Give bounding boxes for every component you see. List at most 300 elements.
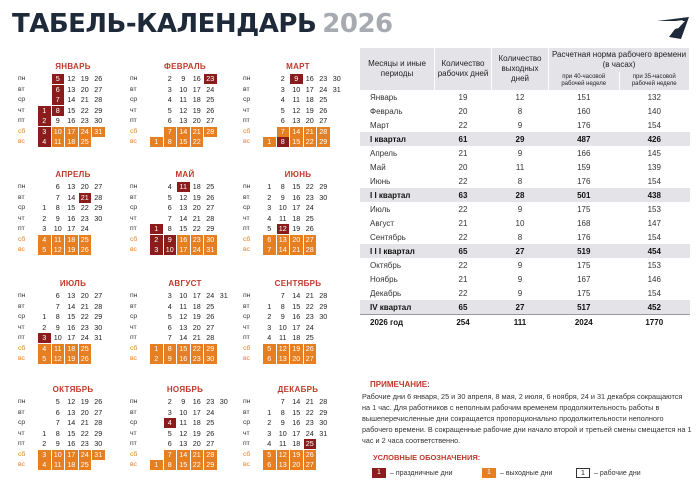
day-cell: 4 [38, 460, 51, 470]
month-block [243, 385, 353, 492]
day-cell: 7 [263, 245, 276, 255]
day-cell: 8 [164, 344, 177, 354]
day-cell: 11 [52, 460, 65, 470]
day-cell: 11 [279, 439, 287, 448]
title-year: 2026 [322, 9, 393, 39]
day-cell: 3 [167, 291, 172, 300]
cell-h40: 166 [577, 148, 591, 158]
day-cell: 26 [94, 74, 103, 83]
day-cell: 5 [167, 428, 172, 438]
day-cell: 18 [65, 344, 78, 354]
day-cell: 2 [167, 74, 172, 83]
weekday-label: ср [130, 313, 138, 320]
day-cell: 7 [164, 450, 177, 460]
day-cell: 2 [42, 213, 47, 223]
day-cell: 26 [206, 428, 215, 438]
weekday-label: сб [18, 344, 26, 352]
day-cell: 1 [263, 137, 276, 147]
month-block [243, 170, 353, 277]
day-cell: 30 [94, 213, 103, 223]
day-cell: 21 [192, 333, 201, 342]
day-cell: 20 [80, 407, 89, 417]
note-text: Рабочие дни 6 января, 25 и 30 апреля, 8 мая, 2 июля, 6 ноября, 24 и 31 декабря сокращаются на 1 час. Для работников с неполным рабочим временем продолжительность работы в вышеперечисленные дни сокращается пропорционально продолжительности неполного рабочего времени. В сокращенные рабочие дни начало второй и третьей смены смещается на 1 час и 2 часа соответственно. [362, 392, 692, 445]
cell-h35: 153 [647, 260, 661, 270]
weekday-label: пт [243, 334, 250, 341]
day-cell: 16 [177, 235, 190, 245]
cell-h40: 175 [577, 260, 591, 270]
day-cell: 21 [80, 418, 89, 427]
day-cell: 9 [164, 354, 177, 364]
weekday-label: чт [130, 106, 137, 114]
weekday-label: чт [243, 429, 250, 437]
weekday-label: пн [130, 75, 138, 82]
cell-off: 8 [517, 106, 523, 116]
cell-off: 27 [492, 300, 549, 315]
day-cell: 31 [94, 333, 103, 342]
day-cell: 21 [80, 95, 89, 104]
day-cell: 22 [305, 301, 314, 311]
work-hours-table [360, 48, 690, 329]
day-cell: 7 [55, 301, 60, 311]
cell-h40: 519 [549, 244, 620, 258]
day-cell: 19 [290, 450, 303, 460]
weekday-label: чт [130, 429, 137, 437]
day-cell: 10 [179, 291, 188, 300]
day-cell: 26 [206, 312, 215, 321]
day-cell: 9 [280, 312, 285, 321]
cell-work: 65 [435, 244, 492, 258]
day-cell: 22 [192, 224, 201, 233]
day-cell: 3 [150, 245, 163, 255]
day-cell: 1 [150, 137, 163, 147]
weekday-label: вс [243, 355, 250, 362]
cell-off: 11 [515, 162, 525, 172]
table-row [360, 90, 690, 104]
month-name: ОКТЯБРЬ [52, 385, 94, 394]
weekday-label: вт [18, 85, 25, 93]
cell-h35: 145 [647, 148, 661, 158]
day-cell: 11 [179, 301, 187, 311]
weekday-label: вт [243, 302, 250, 310]
day-cell: 6 [167, 116, 172, 125]
day-cell: 14 [67, 301, 76, 311]
day-cell: 8 [55, 312, 60, 321]
weekday-label: ср [130, 96, 138, 103]
weekday-label: пн [130, 183, 138, 190]
weekday-label: ср [18, 419, 26, 426]
weekday-label: ср [18, 313, 26, 320]
day-cell: 29 [204, 460, 217, 470]
cell-name: I I I квартал [360, 244, 435, 258]
day-cell: 20 [290, 354, 303, 364]
day-cell: 19 [305, 105, 314, 115]
day-cell: 10 [164, 245, 177, 255]
cell-name: I I квартал [360, 188, 435, 202]
day-cell: 6 [55, 407, 60, 417]
cell-h35: 153 [647, 204, 661, 214]
weekday-label: вс [130, 355, 137, 362]
cell-work: 21 [458, 148, 468, 158]
cell-h40: 176 [577, 120, 591, 130]
weekday-label: чт [130, 214, 137, 222]
day-cell: 19 [192, 105, 201, 115]
table-row [360, 132, 690, 146]
day-cell: 18 [65, 235, 78, 245]
day-cell: 25 [304, 439, 317, 449]
day-cell: 5 [167, 312, 172, 321]
day-cell: 17 [292, 203, 301, 212]
weekday-label: сб [130, 344, 138, 352]
day-cell: 10 [292, 84, 301, 94]
cell-work: 21 [458, 218, 468, 228]
day-cell: 30 [204, 235, 217, 245]
table-row [360, 315, 690, 330]
day-cell: 4 [267, 213, 272, 223]
day-cell: 18 [192, 182, 201, 191]
weekday-label: вс [243, 461, 250, 468]
day-cell: 14 [179, 213, 188, 223]
day-cell: 10 [179, 407, 188, 417]
day-cell: 7 [280, 291, 285, 300]
day-cell: 4 [267, 439, 272, 448]
legend-holiday-label: – праздничные дни [390, 470, 453, 477]
day-cell: 24 [305, 203, 314, 212]
weekday-label: сб [18, 450, 26, 458]
day-cell: 5 [167, 192, 172, 202]
day-cell: 5 [267, 224, 272, 233]
day-cell: 25 [206, 418, 215, 427]
day-cell: 28 [94, 418, 103, 427]
weekday-label: чт [243, 214, 250, 222]
day-cell: 24 [305, 428, 314, 438]
day-cell: 21 [305, 291, 314, 300]
day-cell: 10 [52, 127, 65, 137]
day-cell: 29 [319, 301, 328, 311]
day-cell: 25 [305, 333, 314, 342]
day-cell: 12 [179, 192, 188, 202]
cell-off: 9 [517, 260, 523, 270]
day-cell: 28 [204, 127, 217, 137]
cell-off: 9 [517, 148, 523, 158]
day-cell: 23 [305, 418, 314, 427]
month-name: МАЙ [175, 170, 195, 179]
weekday-label: вт [130, 408, 137, 416]
day-cell: 23 [206, 397, 215, 406]
day-cell: 26 [79, 354, 92, 364]
cell-h35: 1770 [619, 315, 690, 330]
cell-work: 254 [435, 315, 492, 330]
weekday-label: вт [18, 408, 25, 416]
cell-name: Февраль [370, 106, 403, 116]
day-cell: 19 [192, 312, 201, 321]
day-cell: 8 [55, 203, 60, 212]
cell-name: Сентябрь [370, 232, 406, 242]
day-cell: 13 [67, 84, 76, 94]
day-cell: 18 [65, 460, 78, 470]
day-cell: 24 [80, 224, 89, 233]
day-cell: 4 [164, 418, 177, 428]
cell-h35: 438 [619, 188, 690, 202]
day-cell: 30 [319, 418, 328, 427]
weekday-label: сб [243, 127, 251, 135]
cell-name: 2026 год [360, 315, 435, 330]
weekday-label: вт [130, 193, 137, 201]
day-cell: 8 [167, 224, 172, 233]
month-block [18, 62, 128, 169]
day-cell: 28 [304, 245, 317, 255]
day-cell: 6 [55, 182, 60, 191]
month-name: АПРЕЛЬ [55, 170, 91, 179]
day-cell: 2 [150, 354, 163, 364]
day-cell: 2 [167, 397, 172, 406]
day-cell: 3 [38, 450, 51, 460]
cell-work: 20 [458, 106, 468, 116]
day-cell: 19 [290, 344, 303, 354]
weekday-label: чт [130, 323, 137, 331]
day-cell: 18 [192, 95, 201, 104]
day-cell: 3 [167, 84, 172, 94]
workday-swatch: 1 [576, 468, 590, 478]
weekday-label: вс [243, 138, 250, 145]
weekday-label: чт [18, 323, 25, 331]
weekday-label: вт [18, 302, 25, 310]
day-cell: 1 [42, 428, 47, 438]
day-cell: 28 [94, 192, 103, 202]
day-cell: 16 [67, 439, 76, 448]
day-cell: 24 [191, 245, 204, 255]
day-cell: 24 [79, 127, 92, 137]
weekday-label: пт [130, 440, 137, 447]
day-cell: 25 [206, 182, 215, 191]
day-cell: 19 [192, 428, 201, 438]
weekday-label: вт [243, 408, 250, 416]
day-cell: 11 [177, 182, 190, 192]
day-cell: 19 [80, 397, 89, 406]
cell-work: 19 [458, 92, 468, 102]
day-cell: 10 [278, 203, 287, 212]
day-cell: 19 [292, 224, 301, 233]
day-cell: 25 [206, 301, 215, 311]
day-cell: 24 [206, 291, 215, 300]
cell-name: Август [370, 218, 395, 228]
day-cell: 2 [267, 418, 272, 427]
day-cell: 15 [290, 137, 303, 147]
weekday-label: пт [18, 334, 25, 341]
day-cell: 24 [305, 322, 314, 332]
table-row [360, 230, 690, 244]
cell-name: Декабрь [370, 288, 402, 298]
cell-name: Октябрь [370, 260, 402, 270]
day-cell: 23 [204, 74, 217, 84]
col-norm: Расчетная норма рабочего времени (в часах) [549, 48, 690, 72]
day-cell: 5 [263, 450, 276, 460]
weekday-label: пт [130, 117, 137, 124]
legend-workday-label: – рабочие дни [594, 470, 641, 477]
day-cell: 8 [164, 137, 177, 147]
cell-h35: 426 [619, 132, 690, 146]
day-cell: 31 [219, 291, 228, 300]
weekday-label: сб [18, 235, 26, 243]
cell-name: Май [370, 162, 386, 172]
day-cell: 15 [67, 105, 76, 115]
day-cell: 20 [290, 460, 303, 470]
day-cell: 20 [192, 203, 201, 212]
day-cell: 12 [52, 245, 65, 255]
day-cell: 18 [192, 301, 201, 311]
cell-work: 63 [435, 188, 492, 202]
day-cell: 22 [191, 460, 204, 470]
day-cell: 8 [280, 182, 285, 191]
day-cell: 26 [305, 224, 314, 233]
day-cell: 29 [94, 428, 103, 438]
day-cell: 28 [206, 213, 215, 223]
day-cell: 14 [67, 418, 76, 427]
day-cell: 27 [94, 407, 103, 417]
day-cell: 5 [280, 105, 285, 115]
day-cell: 29 [94, 105, 103, 115]
weekday-label: вт [243, 193, 250, 201]
month-block [130, 170, 240, 277]
day-cell: 12 [179, 105, 188, 115]
month-name: СЕНТЯБРЬ [274, 279, 322, 288]
weekday-label: вт [130, 302, 137, 310]
month-block [130, 62, 240, 169]
day-cell: 13 [179, 439, 188, 448]
month-block [130, 385, 240, 492]
day-cell: 6 [263, 235, 276, 245]
cell-off: 9 [517, 204, 523, 214]
day-cell: 18 [305, 95, 314, 104]
table-row [360, 118, 690, 132]
weekday-label: пт [18, 225, 25, 232]
day-cell: 24 [206, 407, 215, 417]
day-cell: 22 [305, 407, 314, 417]
cell-work: 22 [458, 232, 468, 242]
day-cell: 13 [67, 291, 76, 300]
table-row [360, 300, 690, 315]
day-cell: 27 [206, 116, 215, 125]
day-cell: 30 [94, 439, 103, 448]
day-cell: 1 [267, 407, 272, 417]
cell-h40: 176 [577, 232, 591, 242]
cell-h35: 139 [647, 162, 661, 172]
weekday-label: ср [130, 419, 138, 426]
day-cell: 26 [206, 105, 215, 115]
title-text: ТАБЕЛЬ-КАЛЕНДАРЬ [12, 9, 317, 39]
cell-h35: 454 [619, 244, 690, 258]
weekday-label: пн [18, 75, 26, 82]
day-cell: 27 [304, 460, 317, 470]
cell-name: Июнь [370, 176, 391, 186]
day-cell: 18 [292, 333, 301, 342]
day-cell: 19 [65, 245, 78, 255]
cell-h35: 154 [647, 288, 661, 298]
day-cell: 23 [319, 74, 328, 83]
day-cell: 15 [292, 301, 301, 311]
weekday-label: сб [243, 235, 251, 243]
day-cell: 11 [52, 235, 65, 245]
cell-work: 22 [458, 204, 468, 214]
weekday-label: ср [18, 96, 26, 103]
day-cell: 2 [42, 322, 47, 332]
day-cell: 11 [179, 95, 187, 104]
day-cell: 9 [280, 192, 285, 202]
day-cell: 1 [267, 182, 272, 191]
month-name: ИЮЛЬ [59, 279, 87, 288]
day-cell: 27 [206, 203, 215, 212]
day-cell: 7 [55, 418, 60, 427]
day-cell: 30 [319, 192, 328, 202]
day-cell: 12 [292, 105, 301, 115]
note-title: ПРИМЕЧАНИЕ: [370, 380, 430, 389]
cell-work: 21 [458, 274, 468, 284]
col-norm-40: при 40-часовой рабочей неделе [549, 72, 620, 90]
day-cell: 17 [177, 245, 190, 255]
day-cell: 2 [280, 74, 285, 83]
day-cell: 26 [319, 105, 328, 115]
day-cell: 24 [79, 450, 92, 460]
day-cell: 17 [292, 322, 301, 332]
page-title [12, 4, 393, 44]
cell-off: 9 [517, 274, 523, 284]
day-cell: 8 [280, 407, 285, 417]
day-cell: 6 [167, 322, 172, 332]
day-cell: 30 [94, 116, 103, 125]
cell-h35: 154 [647, 176, 661, 186]
cell-h35: 132 [647, 92, 661, 102]
day-cell: 14 [67, 95, 76, 104]
legend-workday [576, 468, 641, 480]
weekday-label: чт [243, 106, 250, 114]
cell-h35: 154 [647, 232, 661, 242]
cell-h40: 176 [577, 176, 591, 186]
day-cell: 13 [292, 116, 301, 125]
day-cell: 9 [181, 397, 186, 406]
day-cell: 1 [267, 301, 272, 311]
day-cell: 17 [67, 333, 76, 342]
day-cell: 22 [305, 182, 314, 191]
day-cell: 4 [38, 344, 51, 354]
weekday-label: вс [243, 246, 250, 253]
day-cell: 15 [177, 344, 190, 354]
cell-h35: 147 [647, 218, 661, 228]
day-cell: 23 [80, 116, 89, 125]
day-cell: 4 [167, 301, 172, 311]
day-cell: 28 [94, 95, 103, 104]
cell-off: 12 [515, 92, 525, 102]
weekday-label: пт [130, 334, 137, 341]
day-cell: 29 [206, 224, 215, 233]
weekday-label: пн [130, 292, 138, 299]
day-cell: 28 [319, 397, 328, 406]
day-cell: 11 [279, 333, 287, 342]
day-cell: 4 [267, 333, 272, 342]
day-cell: 12 [52, 354, 65, 364]
day-cell: 4 [280, 95, 285, 104]
day-cell: 1 [150, 460, 163, 470]
day-cell: 16 [292, 192, 301, 202]
cell-h35: 146 [647, 274, 661, 284]
day-cell: 1 [150, 344, 163, 354]
day-cell: 14 [290, 127, 303, 137]
weekday-label: сб [243, 344, 251, 352]
day-cell: 8 [164, 460, 177, 470]
weekday-label: вт [18, 193, 25, 201]
table-row [360, 202, 690, 216]
month-name: ФЕВРАЛЬ [164, 62, 206, 71]
day-cell: 17 [192, 291, 201, 300]
day-cell: 3 [267, 428, 272, 438]
